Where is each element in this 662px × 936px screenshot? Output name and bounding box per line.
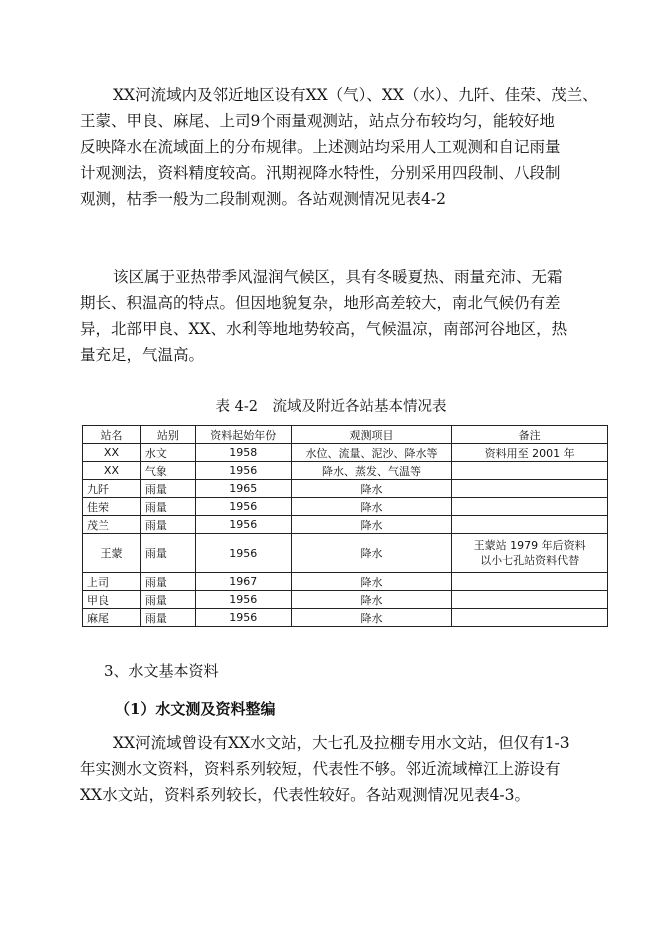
paragraph-hydrology-stations — [80, 730, 600, 808]
cell: 1956 — [195, 591, 291, 609]
cell: 降水 — [291, 498, 452, 516]
table-row — [83, 462, 608, 480]
text-line: 王蒙、甲良、麻尾、上司9个雨量观测站，站点分布较均匀，能较好地 — [80, 112, 555, 130]
header-start-year: 资料起始年份 — [195, 426, 291, 444]
cell: 降水 — [291, 516, 452, 534]
paragraph-climate — [80, 264, 600, 368]
cell: 1956 — [195, 498, 291, 516]
cell: 降水 — [291, 573, 452, 591]
cell: 降水 — [291, 591, 452, 609]
cell: 降水 — [291, 480, 452, 498]
remark-line: 王蒙站 1979 年后资料 — [473, 539, 586, 552]
header-station-type: 站别 — [140, 426, 195, 444]
cell: 上司 — [83, 573, 141, 591]
table-header-row — [83, 426, 608, 444]
cell — [452, 480, 608, 498]
cell: XX — [83, 444, 141, 462]
cell: 雨量 — [140, 534, 195, 573]
cell: 水文 — [140, 444, 195, 462]
cell: 资料用至 2001 年 — [452, 444, 608, 462]
stations-table — [82, 425, 608, 627]
cell-remark-wangmeng — [452, 534, 608, 573]
cell: 茂兰 — [83, 516, 141, 534]
cell — [452, 516, 608, 534]
section-heading: 3、水文基本资料 — [104, 662, 219, 680]
cell: 雨量 — [140, 591, 195, 609]
text-line: 量充足，气温高。 — [80, 346, 205, 364]
table-row — [83, 534, 608, 573]
cell: 麻尾 — [83, 609, 141, 627]
table-row — [83, 444, 608, 462]
table-row — [83, 480, 608, 498]
cell: 雨量 — [140, 516, 195, 534]
cell: 雨量 — [140, 609, 195, 627]
cell: 佳荣 — [83, 498, 141, 516]
text-line: 期长、积温高的特点。但因地貌复杂，地形高差较大，南北气候仍有差 — [80, 294, 561, 312]
cell: 1956 — [195, 534, 291, 573]
cell: 1958 — [195, 444, 291, 462]
text-line: XX河流域内及邻近地区设有XX（气）、XX（水）、九阡、佳荣、茂兰、 — [113, 86, 598, 104]
cell: 甲良 — [83, 591, 141, 609]
text-line: 计观测法，资料精度较高。汛期视降水特性，分别采用四段制、八段制 — [80, 164, 561, 182]
header-observed-items: 观测项目 — [291, 426, 452, 444]
header-station-name: 站名 — [83, 426, 141, 444]
cell: 水位、流量、泥沙、降水等 — [291, 444, 452, 462]
text-line: XX河流域曾设有XX水文站，大七孔及拉棚专用水文站，但仅有1-3 — [113, 734, 570, 752]
cell — [452, 498, 608, 516]
paragraph-rain-stations — [80, 82, 600, 212]
text-line: 观测，枯季一般为二段制观测。各站观测情况见表4-2 — [80, 190, 446, 208]
cell: 气象 — [140, 462, 195, 480]
text-line: 该区属于亚热带季风湿润气候区，具有冬暖夏热、雨量充沛、无霜 — [113, 268, 563, 286]
cell: 1967 — [195, 573, 291, 591]
cell — [452, 462, 608, 480]
remark-line: 以小七孔站资料代替 — [480, 554, 580, 567]
cell: 九阡 — [83, 480, 141, 498]
cell: 降水 — [291, 609, 452, 627]
table-row — [83, 516, 608, 534]
cell: 雨量 — [140, 498, 195, 516]
cell: 降水 — [291, 534, 452, 573]
subsection-heading: （1）水文测及资料整编 — [115, 700, 276, 718]
cell — [452, 609, 608, 627]
cell: 1956 — [195, 462, 291, 480]
cell: 王蒙 — [83, 534, 141, 573]
cell — [452, 573, 608, 591]
cell: XX — [83, 462, 141, 480]
cell: 1956 — [195, 609, 291, 627]
text-line: XX水文站，资料系列较长，代表性较好。各站观测情况见表4-3。 — [80, 786, 531, 804]
cell — [452, 591, 608, 609]
text-line: 异，北部甲良、XX、水利等地地势较高，气候温凉，南部河谷地区，热 — [80, 320, 568, 338]
table-caption: 表 4-2 流域及附近各站基本情况表 — [215, 399, 447, 415]
table-row — [83, 498, 608, 516]
cell: 1956 — [195, 516, 291, 534]
table-row — [83, 591, 608, 609]
table-row — [83, 609, 608, 627]
cell: 雨量 — [140, 480, 195, 498]
table-row — [83, 573, 608, 591]
cell: 降水、蒸发、气温等 — [291, 462, 452, 480]
cell: 1965 — [195, 480, 291, 498]
text-line: 反映降水在流域面上的分布规律。上述测站均采用人工观测和自记雨量 — [80, 138, 561, 156]
cell: 雨量 — [140, 573, 195, 591]
text-line: 年实测水文资料，资料系列较短，代表性不够。邻近流域樟江上游设有 — [80, 760, 561, 778]
header-remarks: 备注 — [452, 426, 608, 444]
